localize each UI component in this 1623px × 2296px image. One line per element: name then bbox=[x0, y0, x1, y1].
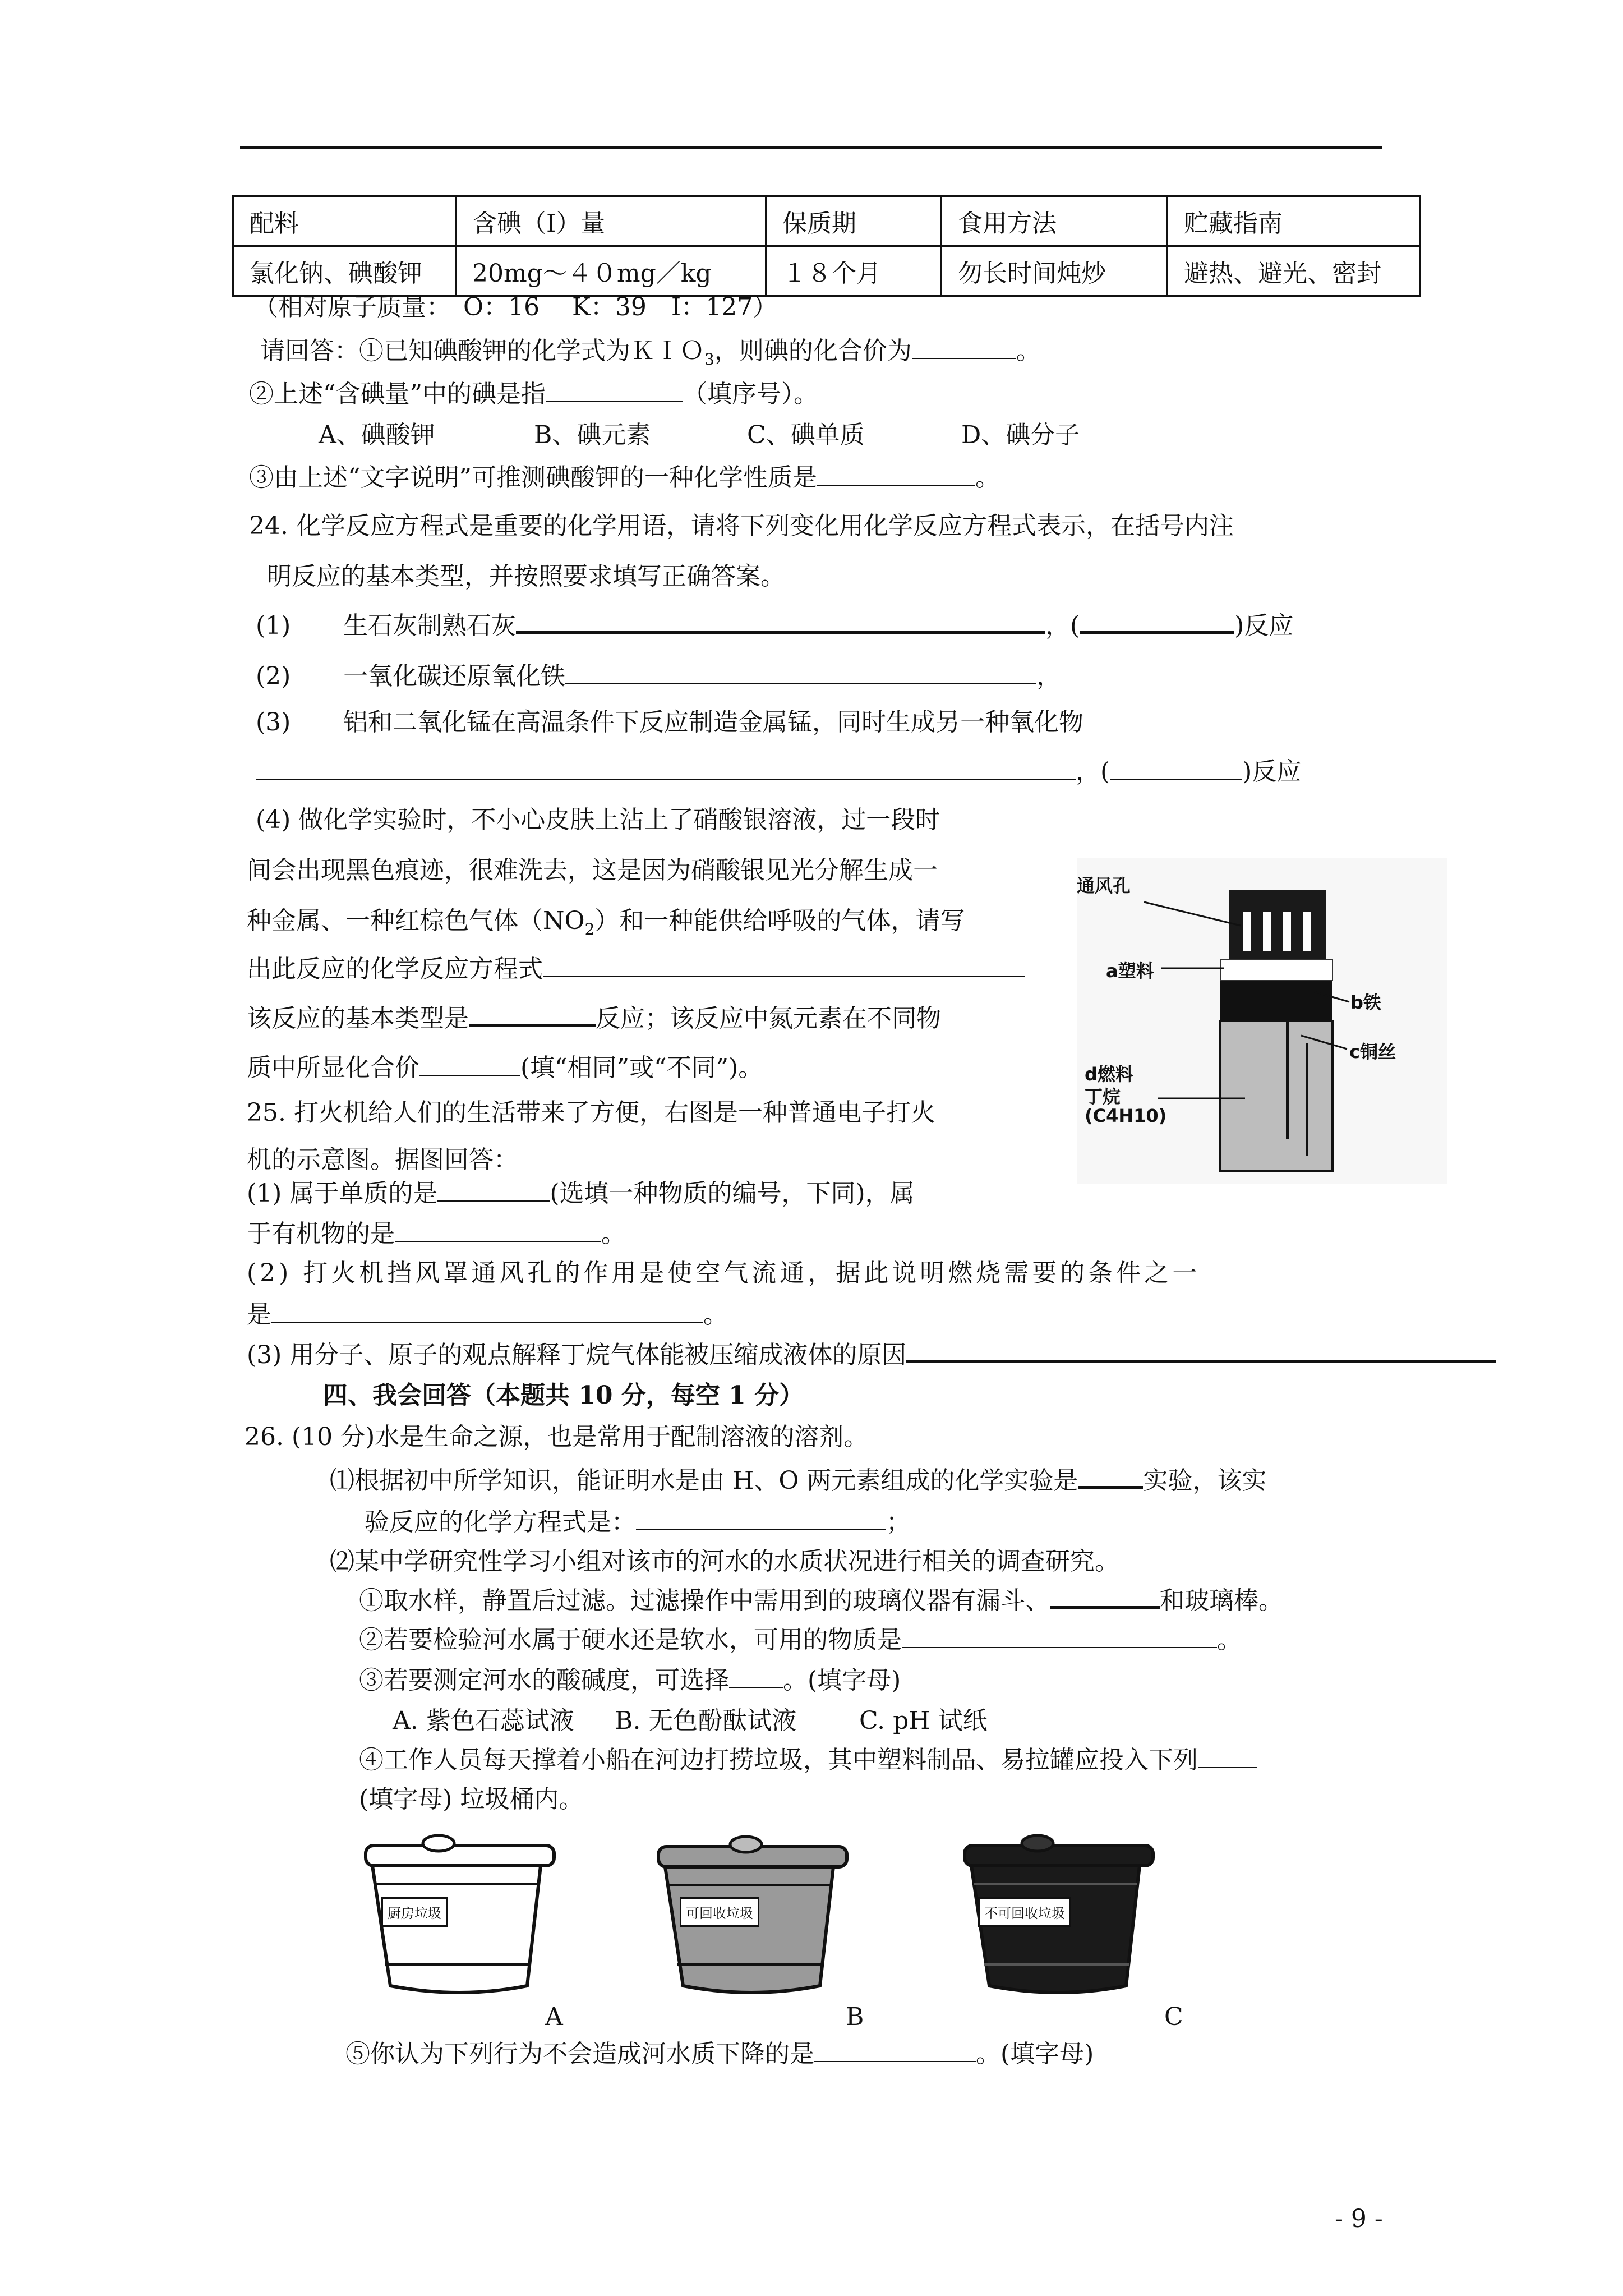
q23-3-line bbox=[249, 463, 1000, 492]
salt-info-table bbox=[232, 195, 1421, 297]
q26-2-5-line bbox=[345, 2042, 1094, 2067]
q26-1-a1: ⑴根据初中所学知识，能证明水是由 H、O 两元素组成的化学实验是 bbox=[330, 1466, 1078, 1495]
q24-4-e2: 反应；该反应中氮元素在不同物 bbox=[596, 1004, 941, 1033]
q23-2-blank[interactable] bbox=[546, 401, 683, 402]
q26-line-a: 26. (10 分)水是生命之源，也是常用于配制溶液的溶剂。 bbox=[245, 1423, 869, 1451]
section-4-heading: 四、我会回答（本题共 10 分，每空 1 分） bbox=[323, 1381, 804, 1410]
q26-2-3-blank[interactable] bbox=[729, 1687, 783, 1688]
q26-2-1-blank[interactable] bbox=[1050, 1606, 1160, 1609]
copper-wire-label: c铜丝 bbox=[1349, 1041, 1396, 1062]
bins-drawing bbox=[359, 1818, 1200, 2019]
q24-4-equation-blank[interactable] bbox=[543, 976, 1025, 977]
q25-2-line-b bbox=[247, 1300, 728, 1329]
table-cell: 配料 bbox=[233, 196, 456, 246]
q24-4-line-a: (4) 做化学实验时，不小心皮肤上沾上了硝酸银溶液，过一段时 bbox=[256, 806, 940, 834]
bin-b-letter: B bbox=[846, 2003, 864, 2031]
q23-3-end: 。 bbox=[975, 463, 1000, 492]
q26-2-1a: ①取水样，静置后过滤。过滤操作中需用到的玻璃仪器有漏斗、 bbox=[359, 1586, 1050, 1615]
q26-option: B. 无色酚酞试液 bbox=[615, 1706, 797, 1735]
q26-1-a2: 实验，该实 bbox=[1143, 1466, 1267, 1495]
q26-2-4a: ④工作人员每天撑着小船在河边打捞垃圾，其中塑料制品、易拉罐应投入下列 bbox=[359, 1746, 1198, 1774]
q26-1-b1: 验反应的化学方程式是： bbox=[365, 1508, 636, 1536]
q26-2-5-blank[interactable] bbox=[814, 2061, 976, 2062]
formula-label: (C4H10) bbox=[1085, 1105, 1167, 1126]
q24-4-type-blank[interactable] bbox=[469, 1024, 596, 1027]
q25-1-b1: 于有机物的是 bbox=[247, 1220, 395, 1248]
table-cell: 食用方法 bbox=[942, 196, 1168, 246]
q23-1-line bbox=[260, 339, 1041, 367]
q24-3-text: 铝和二氧化锰在高温条件下反应制造金属锰，同时生成另一种氧化物 bbox=[343, 708, 1083, 737]
q24-1-equation-blank[interactable] bbox=[516, 631, 1045, 634]
q24-1-end: )反应 bbox=[1234, 611, 1294, 640]
q26-option: C. pH 试纸 bbox=[859, 1706, 988, 1735]
q23-1-text: 请回答：①已知碘酸钾的化学式为ＫＩＯ bbox=[260, 337, 704, 365]
q25-1-a1: (1) 属于单质的是 bbox=[247, 1179, 438, 1208]
q24-4-line-b: 间会出现黑色痕迹，很难洗去，这是因为硝酸银见光分解生成一 bbox=[247, 856, 938, 885]
q24-4-line-f bbox=[247, 1053, 763, 1082]
q23-1-tail: ，则碘的化合价为 bbox=[714, 337, 912, 365]
table-cell: １８个月 bbox=[766, 246, 942, 296]
q23-1-blank[interactable] bbox=[912, 358, 1016, 359]
q24-2-line bbox=[256, 664, 1061, 689]
q24-4-d: 出此反应的化学反应方程式 bbox=[247, 955, 543, 983]
q24-2-num: (2) bbox=[256, 662, 291, 691]
bin-a-label: 厨房垃圾 bbox=[381, 1897, 448, 1927]
q25-3-text: (3) 用分子、原子的观点解释丁烷气体能被压缩成液体的原因 bbox=[247, 1341, 907, 1369]
q26-2-3-line bbox=[359, 1668, 901, 1693]
q25-1-a2: (选填一种物质的编号，下同)，属 bbox=[550, 1179, 915, 1208]
lighter-figure bbox=[1077, 858, 1447, 1184]
q26-options bbox=[393, 1706, 988, 1735]
q26-2-4-blank[interactable] bbox=[1198, 1767, 1257, 1768]
q25-line-a: 25. 打火机给人们的生活带来了方便，右图是一种普通电子打火 bbox=[247, 1098, 935, 1127]
q23-1-sub: 3 bbox=[704, 349, 714, 369]
table-cell: 避热、避光、密封 bbox=[1168, 246, 1421, 296]
q24-1-num: (1) bbox=[256, 611, 291, 640]
table-cell: 氯化钠、碘酸钾 bbox=[233, 246, 456, 296]
q24-4-e1: 该反应的基本类型是 bbox=[247, 1004, 469, 1033]
table-header-row bbox=[233, 196, 1421, 246]
q24-line-b: 明反应的基本类型，并按照要求填写正确答案。 bbox=[267, 562, 785, 591]
q23-2-line bbox=[249, 382, 818, 407]
q25-1-b2: 。 bbox=[601, 1220, 626, 1248]
q24-4-valence-blank[interactable] bbox=[419, 1075, 520, 1076]
q26-2-2-line bbox=[359, 1628, 1242, 1653]
q24-4-c-sub: 2 bbox=[584, 919, 595, 938]
bin-c-label: 不可回收垃圾 bbox=[978, 1897, 1071, 1927]
q26-option: A. 紫色石蕊试液 bbox=[393, 1706, 574, 1735]
q24-4-f1: 质中所显化合价 bbox=[247, 1053, 419, 1082]
lighter-diagram bbox=[1077, 858, 1447, 1184]
table-cell: 20mg～４０mg／kg bbox=[456, 246, 766, 296]
q24-4-f2: (填“相同”或“不同”)。 bbox=[520, 1053, 763, 1082]
q26-1-equation-blank[interactable] bbox=[636, 1529, 886, 1530]
q25-1-line-a bbox=[247, 1181, 915, 1206]
q23-options bbox=[319, 423, 1080, 448]
q24-3-type-blank[interactable] bbox=[1110, 779, 1242, 780]
q24-1-text: 生石灰制熟石灰 bbox=[343, 611, 516, 640]
q26-1-experiment-blank[interactable] bbox=[1078, 1486, 1143, 1489]
q26-2-2b: 。 bbox=[1217, 1626, 1242, 1654]
bin-b-label: 可回收垃圾 bbox=[680, 1897, 759, 1927]
bin-c-letter: C bbox=[1164, 2003, 1183, 2031]
bins-figure bbox=[359, 1818, 1200, 2019]
q25-1-organic-blank[interactable] bbox=[395, 1241, 601, 1242]
q24-3-num: (3) bbox=[256, 708, 291, 737]
q26-2-5a: ⑤你认为下列行为不会造成河水质下降的是 bbox=[345, 2040, 814, 2068]
q23-option: A、碘酸钾 bbox=[319, 421, 435, 449]
q24-3-answer-line bbox=[256, 757, 1302, 786]
q24-4-line-e bbox=[247, 1006, 941, 1031]
q26-2-4-line-a bbox=[359, 1748, 1257, 1773]
q26-2-5b: 。(填字母) bbox=[976, 2040, 1094, 2068]
q26-1-line-b bbox=[365, 1510, 911, 1535]
q25-1-element-blank[interactable] bbox=[437, 1200, 550, 1202]
q25-3-reason-blank[interactable] bbox=[906, 1360, 1496, 1363]
table-cell: 保质期 bbox=[766, 196, 942, 246]
q23-2-tail: （填序号）。 bbox=[683, 380, 818, 408]
q24-3-line bbox=[256, 710, 1083, 735]
q26-2-line: ⑵某中学研究性学习小组对该市的河水的水质状况进行相关的调查研究。 bbox=[330, 1547, 1119, 1576]
q23-option: B、碘元素 bbox=[534, 421, 651, 449]
q24-2-end: ， bbox=[1036, 662, 1061, 691]
vent-label: 通风孔 bbox=[1077, 875, 1131, 896]
q24-3-equation-blank[interactable] bbox=[256, 779, 1076, 780]
q26-2-2-blank[interactable] bbox=[902, 1647, 1217, 1648]
q25-1-line-b bbox=[247, 1222, 626, 1246]
q24-line-a: 24. 化学反应方程式是重要的化学用语，请将下列变化用化学反应方程式表示，在括号内注 bbox=[249, 512, 1234, 540]
butane-label: 丁烷 bbox=[1085, 1086, 1121, 1107]
q26-1-b2: ； bbox=[886, 1508, 911, 1536]
table-cell: 勿长时间炖炒 bbox=[942, 246, 1168, 296]
q24-1-mid: ，( bbox=[1045, 611, 1080, 640]
q25-2-b2: 。 bbox=[703, 1300, 728, 1329]
q24-1-type-blank[interactable] bbox=[1080, 631, 1234, 634]
table-row bbox=[233, 246, 1421, 296]
q26-2-3a: ③若要测定河水的酸碱度，可选择 bbox=[359, 1666, 729, 1695]
q25-line-b: 机的示意图。据图回答： bbox=[247, 1145, 518, 1174]
q23-3-text: ③由上述“文字说明”可推测碘酸钾的一种化学性质是 bbox=[249, 463, 817, 492]
q26-2-1b: 和玻璃棒。 bbox=[1160, 1586, 1283, 1615]
q26-2-3b: 。(填字母) bbox=[783, 1666, 901, 1695]
q24-4-c1: 种金属、一种红棕色气体（NO bbox=[247, 907, 585, 935]
plastic-label: a塑料 bbox=[1106, 960, 1154, 982]
q24-2-text: 一氧化碳还原氧化铁 bbox=[343, 662, 565, 691]
q23-3-blank[interactable] bbox=[817, 485, 975, 486]
q25-2-b1: 是 bbox=[247, 1300, 271, 1329]
iron-label: b铁 bbox=[1350, 992, 1381, 1013]
q24-4-line-c bbox=[247, 909, 965, 937]
q24-1-line bbox=[256, 611, 1294, 640]
q26-2-1-line bbox=[359, 1586, 1283, 1615]
q26-1-line-a bbox=[330, 1466, 1267, 1495]
q25-2-condition-blank[interactable] bbox=[271, 1322, 703, 1323]
atomic-mass-line: （相对原子质量： O：16 K：39 I：127） bbox=[253, 293, 778, 321]
header-rule bbox=[240, 146, 1382, 149]
q23-option: D、碘分子 bbox=[961, 421, 1080, 449]
q24-2-equation-blank[interactable] bbox=[565, 683, 1036, 684]
q24-3-mid: ，( bbox=[1076, 757, 1110, 786]
q26-2-4-line-b: (填字母) 垃圾桶内。 bbox=[359, 1785, 584, 1814]
q26-2-2a: ②若要检验河水属于硬水还是软水，可用的物质是 bbox=[359, 1626, 902, 1654]
table-cell: 含碘（I）量 bbox=[456, 196, 766, 246]
q23-option: C、碘单质 bbox=[747, 421, 865, 449]
q25-2-line-a: (2) 打火机挡风罩通风孔的作用是使空气流通，据此说明燃烧需要的条件之一 bbox=[247, 1259, 1201, 1287]
q25-3-line bbox=[247, 1343, 1496, 1368]
q23-1-end: 。 bbox=[1016, 337, 1041, 365]
q23-2-text: ②上述“含碘量”中的碘是指 bbox=[249, 380, 546, 408]
page-number: - 9 - bbox=[1335, 2205, 1383, 2233]
fuel-label: d燃料 bbox=[1085, 1064, 1133, 1085]
q24-3-end: )反应 bbox=[1242, 757, 1302, 786]
bin-a-letter: A bbox=[545, 2003, 563, 2031]
q24-4-line-d bbox=[247, 957, 1025, 982]
table-cell: 贮藏指南 bbox=[1168, 196, 1421, 246]
q24-4-c2: ）和一种能供给呼吸的气体，请写 bbox=[594, 907, 965, 935]
